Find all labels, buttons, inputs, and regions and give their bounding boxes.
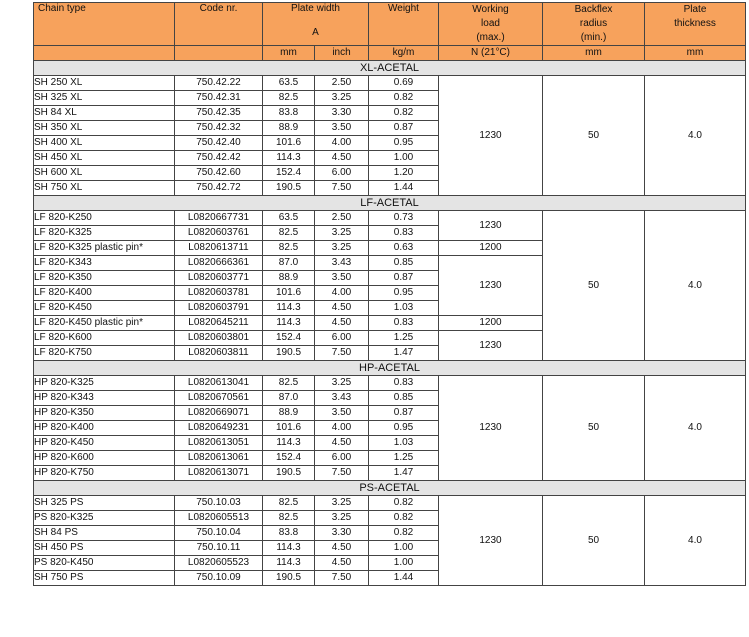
code-cell: L0820605523	[175, 556, 263, 571]
code-cell: L0820613711	[175, 241, 263, 256]
header-plate-thickness	[645, 3, 746, 46]
weight-cell: 0.82	[369, 91, 439, 106]
width-mm-cell: 87.0	[263, 256, 315, 271]
width-inch-cell: 3.25	[315, 241, 369, 256]
code-cell: 750.42.60	[175, 166, 263, 181]
chain-type-cell: SH 750 XL	[34, 181, 175, 196]
width-inch-cell: 4.50	[315, 541, 369, 556]
chain-type-cell: HP 820-K343	[34, 391, 175, 406]
width-inch-cell: 3.50	[315, 271, 369, 286]
section-header-row	[34, 61, 746, 76]
width-inch-cell: 4.50	[315, 151, 369, 166]
weight-cell: 0.82	[369, 526, 439, 541]
chain-type-cell: SH 325 PS	[34, 496, 175, 511]
backflex-cell: 50	[543, 211, 645, 361]
working-load-cell: 1230	[439, 376, 543, 481]
header-plate-width	[263, 3, 369, 46]
weight-cell: 0.83	[369, 226, 439, 241]
working-load-cell: 1230	[439, 256, 543, 316]
thickness-cell: 4.0	[645, 76, 746, 196]
chain-type-cell: SH 350 XL	[34, 121, 175, 136]
weight-cell: 1.47	[369, 466, 439, 481]
code-cell: 750.42.42	[175, 151, 263, 166]
chain-type-cell: SH 250 XL	[34, 76, 175, 91]
code-cell: L0820613051	[175, 436, 263, 451]
width-inch-cell: 3.50	[315, 121, 369, 136]
width-inch-cell: 3.25	[315, 376, 369, 391]
section-title: XL-ACETAL	[34, 61, 746, 76]
chain-type-cell: SH 450 XL	[34, 151, 175, 166]
width-inch-cell: 3.30	[315, 526, 369, 541]
width-inch-cell: 2.50	[315, 211, 369, 226]
unit-blank-code	[175, 46, 263, 61]
backflex-cell: 50	[543, 376, 645, 481]
weight-cell: 1.44	[369, 571, 439, 586]
working-load-cell: 1230	[439, 211, 543, 241]
thickness-cell: 4.0	[645, 211, 746, 361]
code-cell: 750.10.09	[175, 571, 263, 586]
width-inch-cell: 6.00	[315, 331, 369, 346]
code-cell: L0820603761	[175, 226, 263, 241]
weight-cell: 1.47	[369, 346, 439, 361]
width-inch-cell: 7.50	[315, 346, 369, 361]
width-mm-cell: 114.3	[263, 436, 315, 451]
width-inch-cell: 4.00	[315, 136, 369, 151]
unit-kgm: kg/m	[369, 46, 439, 61]
width-inch-cell: 3.25	[315, 496, 369, 511]
header-working-load-l2: load	[481, 18, 500, 29]
header-thickness-l1: Plate	[683, 4, 707, 15]
width-mm-cell: 83.8	[263, 526, 315, 541]
chain-type-cell: HP 820-K450	[34, 436, 175, 451]
width-mm-cell: 114.3	[263, 316, 315, 331]
width-inch-cell: 3.50	[315, 406, 369, 421]
header-backflex-radius	[543, 3, 645, 46]
weight-cell: 0.95	[369, 421, 439, 436]
width-mm-cell: 82.5	[263, 511, 315, 526]
weight-cell: 0.95	[369, 286, 439, 301]
header-backflex-l2: radius	[579, 18, 608, 29]
width-inch-cell: 7.50	[315, 466, 369, 481]
unit-mm: mm	[263, 46, 315, 61]
working-load-cell: 1200	[439, 316, 543, 331]
width-mm-cell: 82.5	[263, 91, 315, 106]
width-mm-cell: 190.5	[263, 466, 315, 481]
width-mm-cell: 88.9	[263, 406, 315, 421]
width-mm-cell: 152.4	[263, 331, 315, 346]
section-title: HP-ACETAL	[34, 361, 746, 376]
width-mm-cell: 88.9	[263, 121, 315, 136]
weight-cell: 1.00	[369, 151, 439, 166]
code-cell: 750.42.72	[175, 181, 263, 196]
code-cell: 750.42.40	[175, 136, 263, 151]
width-inch-cell: 3.25	[315, 511, 369, 526]
width-mm-cell: 190.5	[263, 571, 315, 586]
header-chain-type: Chain type	[34, 3, 175, 46]
code-cell: 750.10.04	[175, 526, 263, 541]
width-mm-cell: 87.0	[263, 391, 315, 406]
header-working-load-l3: (max.)	[476, 32, 505, 43]
backflex-cell: 50	[543, 496, 645, 586]
width-inch-cell: 4.00	[315, 286, 369, 301]
chain-type-cell: LF 820-K325	[34, 226, 175, 241]
code-cell: 750.42.22	[175, 76, 263, 91]
width-mm-cell: 114.3	[263, 556, 315, 571]
chain-type-cell: HP 820-K600	[34, 451, 175, 466]
code-cell: 750.42.35	[175, 106, 263, 121]
header-working-load-l1: Working	[472, 4, 509, 15]
width-mm-cell: 114.3	[263, 541, 315, 556]
width-mm-cell: 114.3	[263, 301, 315, 316]
thickness-cell: 4.0	[645, 496, 746, 586]
code-cell: L0820645211	[175, 316, 263, 331]
chain-type-cell: LF 820-K600	[34, 331, 175, 346]
width-inch-cell: 3.25	[315, 226, 369, 241]
width-mm-cell: 190.5	[263, 181, 315, 196]
weight-cell: 0.85	[369, 256, 439, 271]
code-cell: 750.42.32	[175, 121, 263, 136]
table-row	[34, 496, 746, 511]
width-inch-cell: 6.00	[315, 166, 369, 181]
width-mm-cell: 82.5	[263, 226, 315, 241]
chain-type-cell: HP 820-K325	[34, 376, 175, 391]
code-cell: L0820603811	[175, 346, 263, 361]
chain-type-cell: LF 820-K343	[34, 256, 175, 271]
weight-cell: 1.25	[369, 451, 439, 466]
code-cell: L0820603791	[175, 301, 263, 316]
chain-type-cell: HP 820-K350	[34, 406, 175, 421]
section-header-row	[34, 361, 746, 376]
code-cell: L0820603771	[175, 271, 263, 286]
width-inch-cell: 7.50	[315, 571, 369, 586]
width-inch-cell: 6.00	[315, 451, 369, 466]
code-cell: L0820667731	[175, 211, 263, 226]
width-inch-cell: 3.43	[315, 391, 369, 406]
width-inch-cell: 4.00	[315, 421, 369, 436]
section-title: LF-ACETAL	[34, 196, 746, 211]
section-title: PS-ACETAL	[34, 481, 746, 496]
width-mm-cell: 82.5	[263, 241, 315, 256]
table-row	[34, 76, 746, 91]
header-backflex-l3: (min.)	[580, 32, 607, 43]
width-mm-cell: 82.5	[263, 496, 315, 511]
width-mm-cell: 152.4	[263, 166, 315, 181]
code-cell: L0820603781	[175, 286, 263, 301]
width-inch-cell: 4.50	[315, 316, 369, 331]
header-working-load	[439, 3, 543, 46]
table-row	[34, 376, 746, 391]
section-header-row	[34, 481, 746, 496]
working-load-cell: 1200	[439, 241, 543, 256]
code-cell: L0820666361	[175, 256, 263, 271]
width-mm-cell: 83.8	[263, 106, 315, 121]
chain-type-cell: HP 820-K750	[34, 466, 175, 481]
weight-cell: 1.20	[369, 166, 439, 181]
header-row	[34, 3, 746, 46]
weight-cell: 0.87	[369, 121, 439, 136]
weight-cell: 0.83	[369, 316, 439, 331]
chain-type-cell: LF 820-K325 plastic pin*	[34, 241, 175, 256]
header-weight: Weight	[369, 3, 439, 46]
width-inch-cell: 4.50	[315, 556, 369, 571]
unit-inch: inch	[315, 46, 369, 61]
working-load-cell: 1230	[439, 496, 543, 586]
chain-type-cell: PS 820-K325	[34, 511, 175, 526]
code-cell: L0820603801	[175, 331, 263, 346]
chain-type-cell: PS 820-K450	[34, 556, 175, 571]
code-cell: L0820613071	[175, 466, 263, 481]
chain-type-cell: SH 400 XL	[34, 136, 175, 151]
unit-load: N (21°C)	[439, 46, 543, 61]
weight-cell: 0.63	[369, 241, 439, 256]
chain-type-cell: SH 84 PS	[34, 526, 175, 541]
width-mm-cell: 63.5	[263, 211, 315, 226]
chain-spec-table	[33, 2, 746, 586]
width-mm-cell: 114.3	[263, 151, 315, 166]
chain-type-cell: HP 820-K400	[34, 421, 175, 436]
unit-blank-type	[34, 46, 175, 61]
chain-type-cell: LF 820-K450 plastic pin*	[34, 316, 175, 331]
weight-cell: 0.87	[369, 271, 439, 286]
weight-cell: 0.82	[369, 496, 439, 511]
code-cell: 750.10.03	[175, 496, 263, 511]
header-thickness-l2: thickness	[674, 18, 716, 29]
working-load-cell: 1230	[439, 76, 543, 196]
width-inch-cell: 3.30	[315, 106, 369, 121]
weight-cell: 1.03	[369, 436, 439, 451]
header-plate-width-label: Plate width	[291, 3, 340, 14]
units-row	[34, 46, 746, 61]
chain-type-cell: SH 750 PS	[34, 571, 175, 586]
weight-cell: 1.03	[369, 301, 439, 316]
chain-type-cell: LF 820-K350	[34, 271, 175, 286]
unit-thickness: mm	[645, 46, 746, 61]
weight-cell: 0.87	[369, 406, 439, 421]
header-plate-width-sub: A	[312, 27, 319, 38]
working-load-cell: 1230	[439, 331, 543, 361]
code-cell: 750.42.31	[175, 91, 263, 106]
section-header-row	[34, 196, 746, 211]
code-cell: L0820649231	[175, 421, 263, 436]
weight-cell: 0.83	[369, 376, 439, 391]
weight-cell: 0.85	[369, 391, 439, 406]
header-backflex-l1: Backflex	[574, 4, 613, 15]
chain-type-cell: SH 325 XL	[34, 91, 175, 106]
backflex-cell: 50	[543, 76, 645, 196]
width-mm-cell: 190.5	[263, 346, 315, 361]
width-mm-cell: 101.6	[263, 421, 315, 436]
code-cell: L0820669071	[175, 406, 263, 421]
width-mm-cell: 101.6	[263, 136, 315, 151]
width-mm-cell: 152.4	[263, 451, 315, 466]
table-row	[34, 211, 746, 226]
table-body	[34, 61, 746, 586]
chain-type-cell: LF 820-K400	[34, 286, 175, 301]
code-cell: L0820613041	[175, 376, 263, 391]
weight-cell: 0.82	[369, 106, 439, 121]
width-inch-cell: 3.25	[315, 91, 369, 106]
chain-type-cell: SH 600 XL	[34, 166, 175, 181]
width-inch-cell: 2.50	[315, 76, 369, 91]
weight-cell: 0.95	[369, 136, 439, 151]
weight-cell: 1.25	[369, 331, 439, 346]
width-mm-cell: 63.5	[263, 76, 315, 91]
thickness-cell: 4.0	[645, 376, 746, 481]
code-cell: L0820670561	[175, 391, 263, 406]
chain-type-cell: LF 820-K250	[34, 211, 175, 226]
width-inch-cell: 4.50	[315, 436, 369, 451]
chain-type-cell: LF 820-K450	[34, 301, 175, 316]
width-inch-cell: 4.50	[315, 301, 369, 316]
code-cell: L0820605513	[175, 511, 263, 526]
weight-cell: 1.00	[369, 556, 439, 571]
width-mm-cell: 88.9	[263, 271, 315, 286]
weight-cell: 1.44	[369, 181, 439, 196]
width-inch-cell: 3.43	[315, 256, 369, 271]
chain-type-cell: SH 450 PS	[34, 541, 175, 556]
width-mm-cell: 101.6	[263, 286, 315, 301]
header-code-nr: Code nr.	[175, 3, 263, 46]
chain-type-cell: LF 820-K750	[34, 346, 175, 361]
width-inch-cell: 7.50	[315, 181, 369, 196]
unit-backflex: mm	[543, 46, 645, 61]
chain-type-cell: SH 84 XL	[34, 106, 175, 121]
code-cell: L0820613061	[175, 451, 263, 466]
weight-cell: 1.00	[369, 541, 439, 556]
weight-cell: 0.82	[369, 511, 439, 526]
width-mm-cell: 82.5	[263, 376, 315, 391]
weight-cell: 0.69	[369, 76, 439, 91]
weight-cell: 0.73	[369, 211, 439, 226]
code-cell: 750.10.11	[175, 541, 263, 556]
